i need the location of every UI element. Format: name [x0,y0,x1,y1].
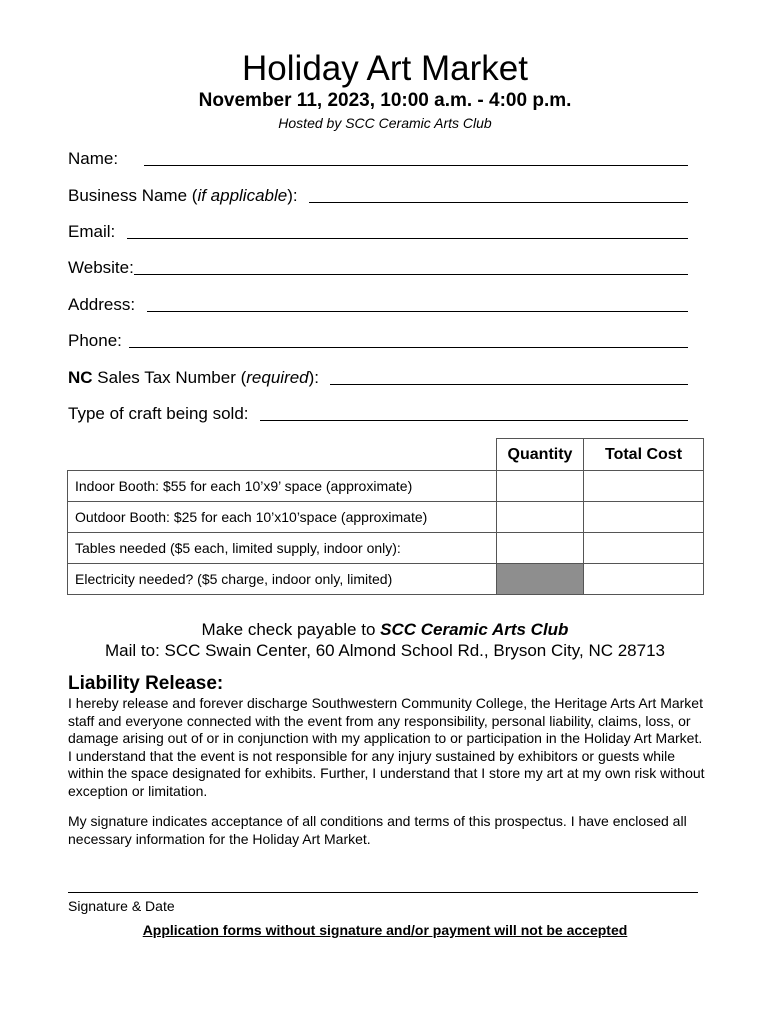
name-input-line[interactable] [144,164,688,166]
indoor-booth-quantity-cell[interactable] [497,471,584,502]
business-name-label: Business Name (if applicable): [68,186,308,205]
table-row [68,502,704,533]
liability-heading: Liability Release: [68,673,224,694]
footer-warning: Application forms without signature and/or payment will not be accepted [142,922,628,938]
table-header-blank [68,439,497,471]
indoor-booth-label: Indoor Booth: $55 for each 10’x9’ space (approximate) [68,471,497,502]
name-label: Name: [68,149,142,168]
address-field-row [68,293,688,315]
electricity-quantity-cell-shaded [497,564,584,595]
table-header-row [68,439,704,471]
address-label: Address: [68,295,145,314]
email-input-line[interactable] [127,237,688,239]
tax-number-label: NC Sales Tax Number (required): [68,368,329,387]
phone-field-row [68,329,688,351]
website-field-row [68,256,688,278]
website-input-line[interactable] [134,273,688,275]
outdoor-booth-quantity-cell[interactable] [497,502,584,533]
liability-release-text: I hereby release and forever discharge Southwestern Community College, the Heritage Arts Art Market staff and everyone connected with the event from any responsibility, personal liability, claims, loss, or damage arising out of or in conjunction with my application to or participation in the Holiday Art Market. I understand that the event is not responsible for any injury sustained by exhibitors or guests while within the space designated for exhibits. Further, I understand that I store my art at my own risk without exception or limitation. [68,695,705,799]
phone-input-line[interactable] [129,346,688,348]
table-row [68,564,704,595]
tables-needed-label: Tables needed ($5 each, limited supply, indoor only): [68,533,497,564]
craft-type-input-line[interactable] [260,419,688,421]
check-payable-line: Make check payable to SCC Ceramic Arts Club [201,620,569,639]
page-title: Holiday Art Market [242,49,528,88]
mail-to-address: Mail to: SCC Swain Center, 60 Almond School Rd., Bryson City, NC 28713 [105,641,665,660]
tax-number-field-row [68,366,688,388]
address-input-line[interactable] [147,310,688,312]
business-name-field-row [68,184,688,206]
quantity-header: Quantity [497,439,584,471]
electricity-total-cell[interactable] [584,564,704,595]
outdoor-booth-label: Outdoor Booth: $25 for each 10’x10’space (approximate) [68,502,497,533]
phone-label: Phone: [68,331,127,350]
payee-name: SCC Ceramic Arts Club [380,620,569,639]
email-field-row [68,220,688,242]
booth-order-table [67,438,704,595]
tables-needed-quantity-cell[interactable] [497,533,584,564]
signature-acceptance-text: My signature indicates acceptance of all conditions and terms of this prospectus. I have enclosed all necessary information for the Holiday Art Market. [68,813,687,847]
outdoor-booth-total-cell[interactable] [584,502,704,533]
tax-number-input-line[interactable] [330,383,688,385]
craft-type-label: Type of craft being sold: [68,404,258,423]
hosted-by: Hosted by SCC Ceramic Arts Club [278,115,492,131]
signature-date-label: Signature & Date [68,898,175,914]
event-date: November 11, 2023, 10:00 a.m. - 4:00 p.m. [198,90,572,111]
total-cost-header: Total Cost [584,439,704,471]
tables-needed-total-cell[interactable] [584,533,704,564]
table-row [68,471,704,502]
craft-type-field-row [68,402,688,424]
business-name-input-line[interactable] [309,201,688,203]
table-row [68,533,704,564]
indoor-booth-total-cell[interactable] [584,471,704,502]
email-label: Email: [68,222,125,241]
website-label: Website: [68,258,134,277]
name-field-row [68,147,688,169]
signature-line[interactable] [68,892,698,893]
electricity-needed-label: Electricity needed? ($5 charge, indoor only, limited) [68,564,497,595]
